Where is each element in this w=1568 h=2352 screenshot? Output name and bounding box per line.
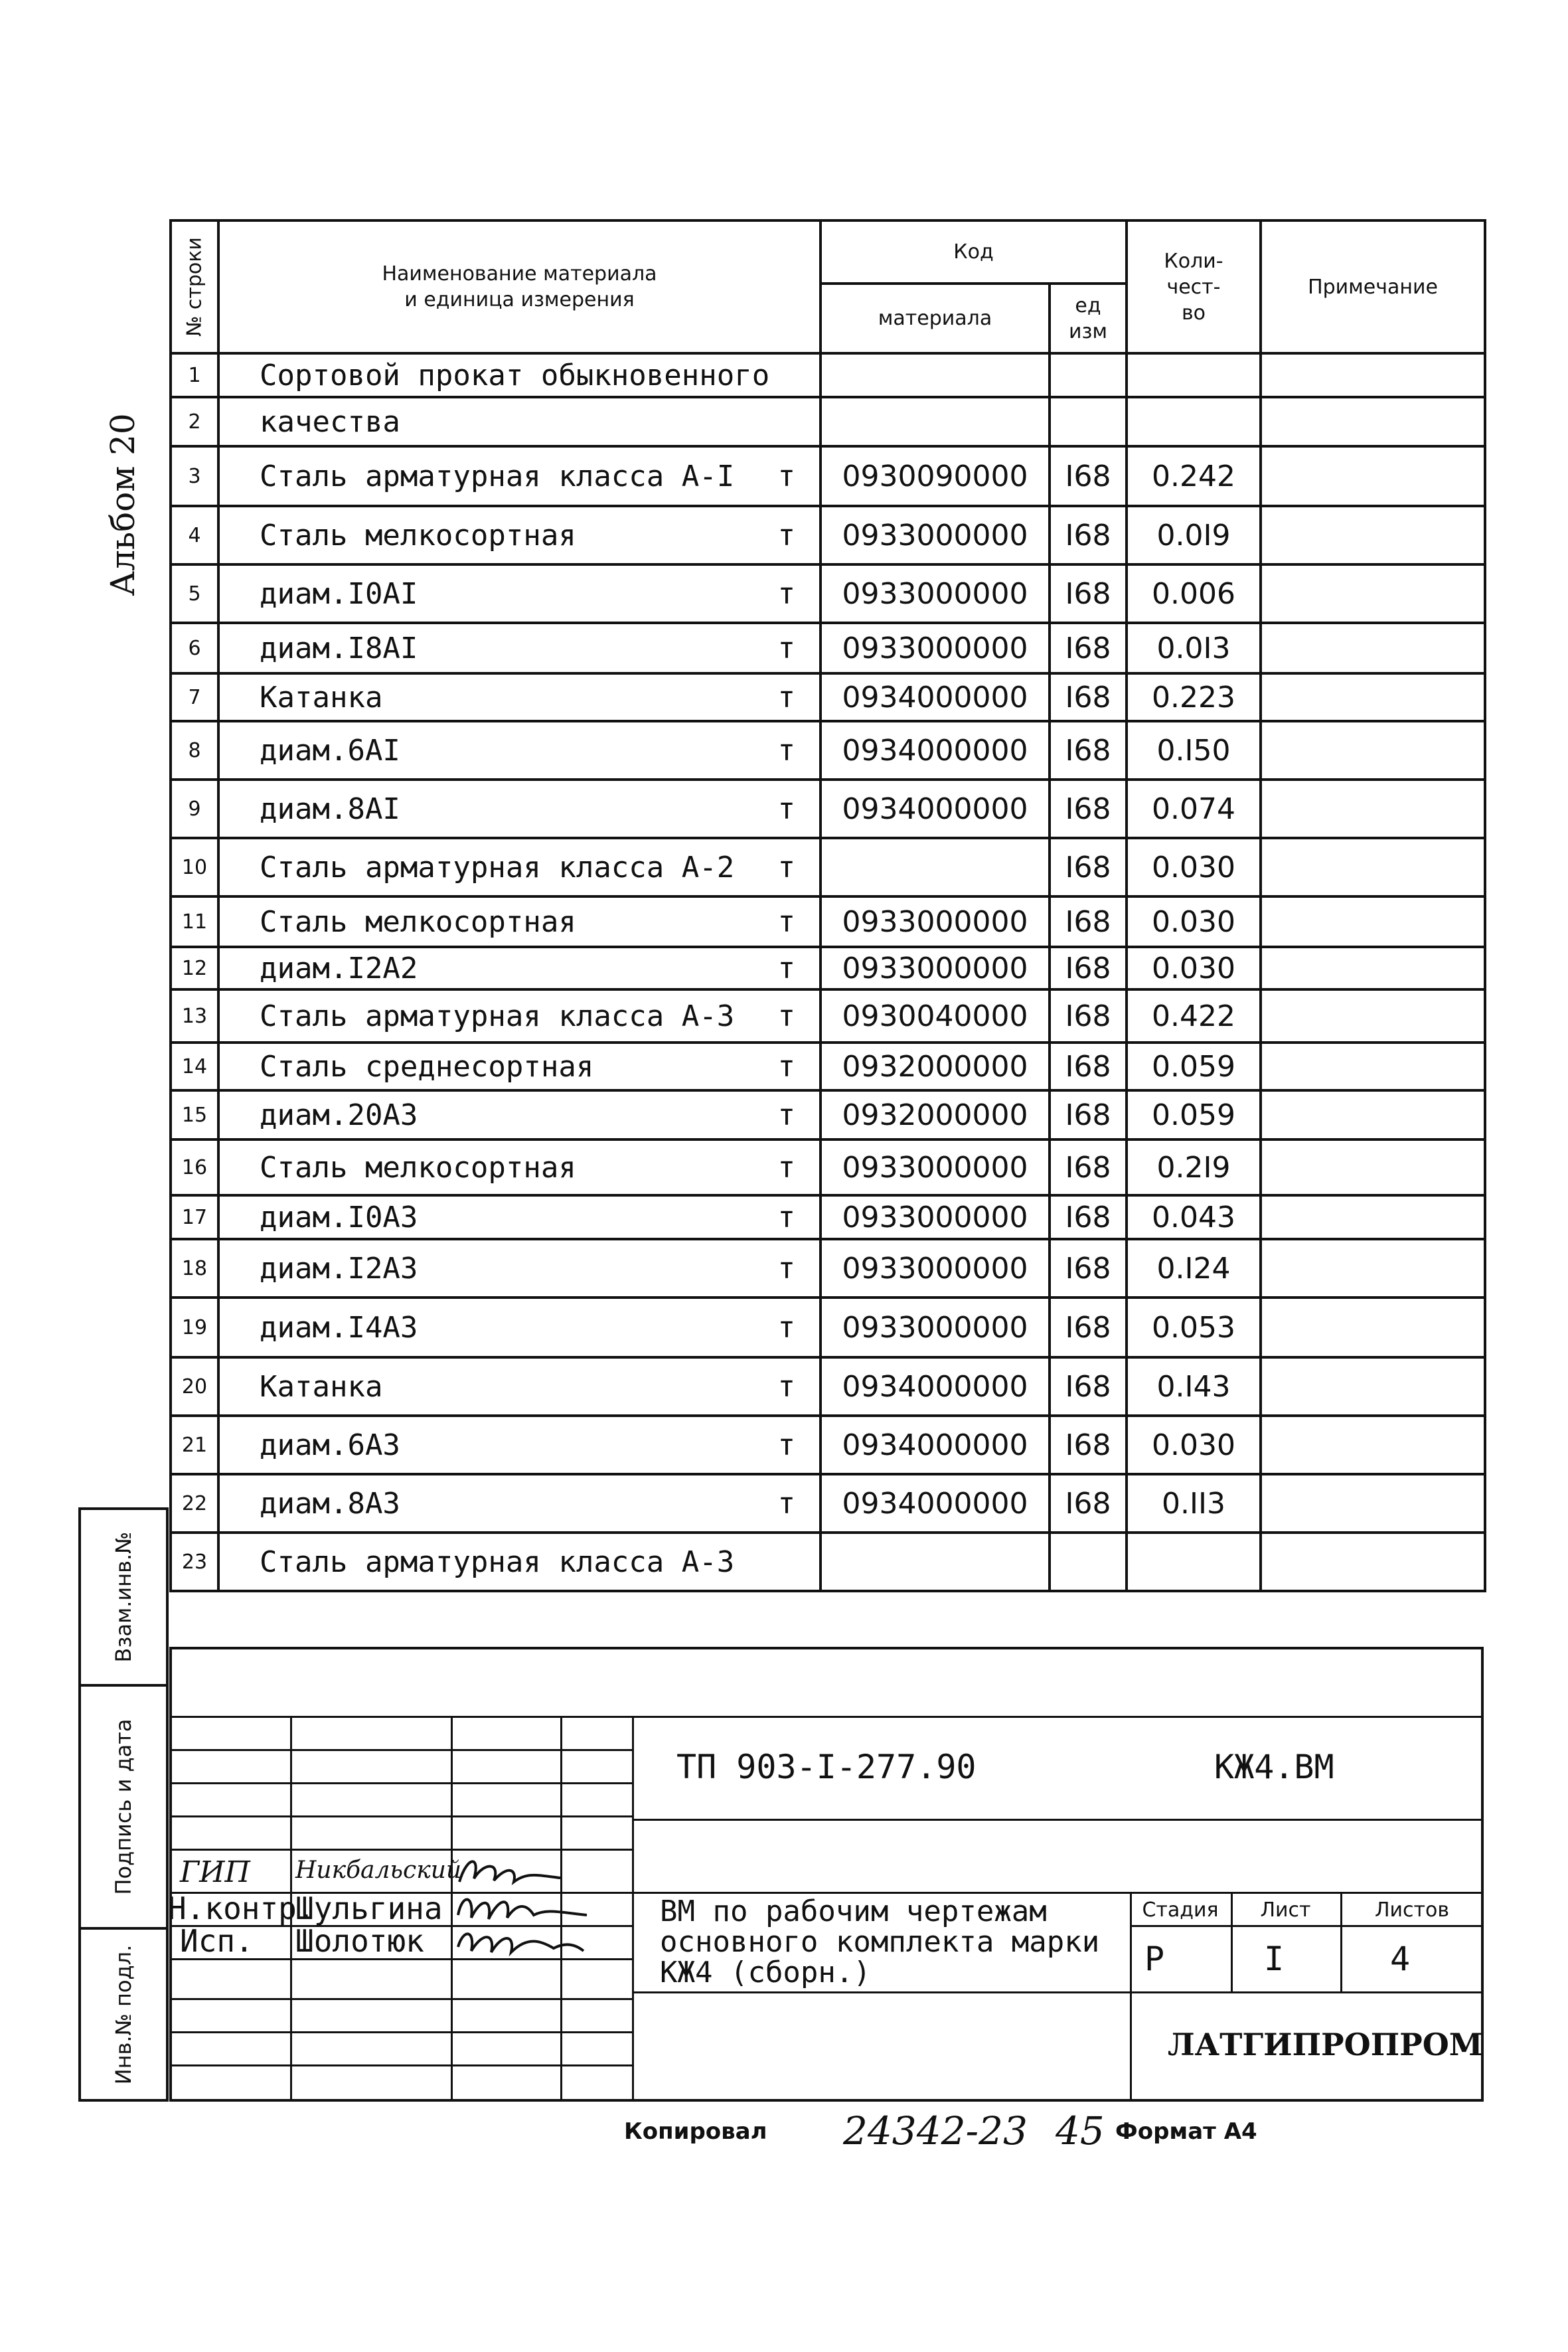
page-number: 45 bbox=[1056, 2108, 1105, 2153]
row-number: 4 bbox=[171, 506, 218, 564]
quantity: 0.242 bbox=[1127, 446, 1261, 506]
note bbox=[1261, 1533, 1485, 1591]
quantity: 0.030 bbox=[1127, 838, 1261, 896]
unit-letter: т bbox=[777, 1310, 795, 1345]
material-code: 0933000000 bbox=[821, 1239, 1050, 1298]
row-number: 22 bbox=[171, 1474, 218, 1533]
material-code: 0934000000 bbox=[821, 1416, 1050, 1474]
row-number: 16 bbox=[171, 1139, 218, 1195]
material-code: 0933000000 bbox=[821, 1195, 1050, 1239]
unit-code: I68 bbox=[1050, 1139, 1127, 1195]
unit-letter: т bbox=[777, 1200, 795, 1234]
table-row bbox=[171, 1090, 1485, 1139]
row-number: 23 bbox=[171, 1533, 218, 1591]
note bbox=[1261, 1474, 1485, 1533]
material-code: 0933000000 bbox=[821, 564, 1050, 623]
quantity: 0.030 bbox=[1127, 1416, 1261, 1474]
note bbox=[1261, 1239, 1485, 1298]
quantity: 0.053 bbox=[1127, 1298, 1261, 1357]
material-name: качества bbox=[218, 397, 821, 446]
material-name: диам.I2А2 т bbox=[218, 947, 821, 989]
unit-letter: т bbox=[777, 680, 795, 714]
row-number: 2 bbox=[171, 397, 218, 446]
note bbox=[1261, 721, 1485, 780]
unit-code: I68 bbox=[1050, 1474, 1127, 1533]
quantity: 0.I24 bbox=[1127, 1239, 1261, 1298]
material-code bbox=[821, 838, 1050, 896]
material-name: Катанка т bbox=[218, 1357, 821, 1416]
material-code: 0933000000 bbox=[821, 506, 1050, 564]
row-number: 13 bbox=[171, 989, 218, 1043]
quantity: 0.059 bbox=[1127, 1043, 1261, 1090]
note bbox=[1261, 838, 1485, 896]
unit-code: I68 bbox=[1050, 673, 1127, 721]
unit-code: I68 bbox=[1050, 721, 1127, 780]
sheets-label: Листов bbox=[1374, 1898, 1450, 1922]
row-number: 11 bbox=[171, 896, 218, 947]
note bbox=[1261, 1043, 1485, 1090]
table-row bbox=[171, 838, 1485, 896]
material-name: Сталь среднесортная т bbox=[218, 1043, 821, 1090]
qty-header: Коли- чест- во bbox=[1127, 220, 1261, 353]
row-number: 17 bbox=[171, 1195, 218, 1239]
quantity: 0.II3 bbox=[1127, 1474, 1261, 1533]
note bbox=[1261, 564, 1485, 623]
note bbox=[1261, 1090, 1485, 1139]
material-code: 0933000000 bbox=[821, 947, 1050, 989]
row-number: 12 bbox=[171, 947, 218, 989]
unit-code: I68 bbox=[1050, 1416, 1127, 1474]
title-block bbox=[169, 1647, 1484, 2102]
row-number: 14 bbox=[171, 1043, 218, 1090]
unit-letter: т bbox=[777, 1098, 795, 1132]
podpis-data-cell: Подпись и дата bbox=[78, 1684, 169, 1930]
quantity: 0.043 bbox=[1127, 1195, 1261, 1239]
note bbox=[1261, 1416, 1485, 1474]
material-code: 0930040000 bbox=[821, 989, 1050, 1043]
material-name: Сталь арматурная класса А-3 т bbox=[218, 989, 821, 1043]
unit-code: I68 bbox=[1050, 989, 1127, 1043]
quantity bbox=[1127, 397, 1261, 446]
signature-isp bbox=[454, 1923, 587, 1960]
role-gip: ГИП bbox=[180, 1855, 250, 1889]
note bbox=[1261, 896, 1485, 947]
material-name: диам.20А3 т bbox=[218, 1090, 821, 1139]
sheets-value: 4 bbox=[1390, 1940, 1411, 1978]
table-row bbox=[171, 1474, 1485, 1533]
material-code: 0933000000 bbox=[821, 623, 1050, 673]
doc-code: ТП 903-I-277.90 bbox=[676, 1748, 977, 1786]
table-row bbox=[171, 947, 1485, 989]
stage-label: Стадия bbox=[1142, 1898, 1219, 1922]
unit-letter: т bbox=[777, 518, 795, 552]
table-row bbox=[171, 1357, 1485, 1416]
material-name: диам.6АI т bbox=[218, 721, 821, 780]
unit-code: I68 bbox=[1050, 896, 1127, 947]
row-number: 1 bbox=[171, 353, 218, 397]
unit-letter: т bbox=[777, 1150, 795, 1185]
note bbox=[1261, 1195, 1485, 1239]
materials-table bbox=[169, 219, 1486, 1592]
unit-code: I68 bbox=[1050, 623, 1127, 673]
material-name: Сталь арматурная класса А-I т bbox=[218, 446, 821, 506]
table-row bbox=[171, 623, 1485, 673]
table-row bbox=[171, 1043, 1485, 1090]
table-row bbox=[171, 446, 1485, 506]
vzam-inv-cell: Взам.инв.№ bbox=[78, 1507, 169, 1687]
note bbox=[1261, 1357, 1485, 1416]
unit-code: I68 bbox=[1050, 1298, 1127, 1357]
unit-code bbox=[1050, 397, 1127, 446]
material-code: 0933000000 bbox=[821, 1298, 1050, 1357]
table-row bbox=[171, 673, 1485, 721]
material-name: Сталь арматурная класса А-2 т bbox=[218, 838, 821, 896]
inv-podl-cell: Инв.№ подл. bbox=[78, 1927, 169, 2102]
table-row bbox=[171, 564, 1485, 623]
quantity bbox=[1127, 1533, 1261, 1591]
quantity: 0.422 bbox=[1127, 989, 1261, 1043]
material-code: 0933000000 bbox=[821, 896, 1050, 947]
row-number: 19 bbox=[171, 1298, 218, 1357]
table-row bbox=[171, 353, 1485, 397]
unit-letter: т bbox=[777, 1251, 795, 1286]
unit-letter: т bbox=[777, 1428, 795, 1462]
material-code: 0933000000 bbox=[821, 1139, 1050, 1195]
name-nkontr: Шульгина bbox=[295, 1890, 443, 1926]
table-row bbox=[171, 896, 1485, 947]
stage-value: Р bbox=[1144, 1940, 1165, 1978]
quantity: 0.I43 bbox=[1127, 1357, 1261, 1416]
document-title: ВМ по рабочим чертежам основного комплекта марки КЖ4 (сборн.) bbox=[660, 1894, 1100, 1989]
unit-header: ед изм bbox=[1050, 284, 1127, 353]
note bbox=[1261, 947, 1485, 989]
name-gip: Никбальский bbox=[295, 1857, 462, 1884]
row-number: 15 bbox=[171, 1090, 218, 1139]
name-header: Наименование материала и единица измерения bbox=[218, 220, 821, 353]
material-name: Сталь мелкосортная т bbox=[218, 896, 821, 947]
unit-code: I68 bbox=[1050, 564, 1127, 623]
unit-letter: т bbox=[777, 1486, 795, 1521]
row-number: 6 bbox=[171, 623, 218, 673]
unit-code: I68 bbox=[1050, 506, 1127, 564]
table-row bbox=[171, 1195, 1485, 1239]
material-name: диам.I0АI т bbox=[218, 564, 821, 623]
table-row bbox=[171, 1239, 1485, 1298]
row-number: 5 bbox=[171, 564, 218, 623]
material-name: диам.I4А3 т bbox=[218, 1298, 821, 1357]
table-row bbox=[171, 397, 1485, 446]
table-row bbox=[171, 1416, 1485, 1474]
unit-code: I68 bbox=[1050, 1357, 1127, 1416]
material-name: диам.6А3 т bbox=[218, 1416, 821, 1474]
row-number-header: № строки bbox=[171, 220, 218, 353]
quantity: 0.030 bbox=[1127, 947, 1261, 989]
quantity: 0.074 bbox=[1127, 780, 1261, 838]
unit-code bbox=[1050, 353, 1127, 397]
material-code: 0934000000 bbox=[821, 673, 1050, 721]
note bbox=[1261, 673, 1485, 721]
note-header: Примечание bbox=[1261, 220, 1485, 353]
material-code: 0934000000 bbox=[821, 1357, 1050, 1416]
row-number: 21 bbox=[171, 1416, 218, 1474]
material-code: 0932000000 bbox=[821, 1043, 1050, 1090]
name-isp: Шолотюк bbox=[295, 1923, 424, 1959]
material-name: диам.I8АI т bbox=[218, 623, 821, 673]
table-row bbox=[171, 1139, 1485, 1195]
copy-number: 24342-23 bbox=[843, 2108, 1028, 2153]
row-number: 20 bbox=[171, 1357, 218, 1416]
material-code: 0930090000 bbox=[821, 446, 1050, 506]
note bbox=[1261, 446, 1485, 506]
material-name: диам.8АI т bbox=[218, 780, 821, 838]
unit-letter: т bbox=[777, 850, 795, 884]
format-label: Формат А4 bbox=[1115, 2118, 1257, 2145]
album-label: Альбом 20 bbox=[104, 413, 142, 596]
unit-code: I68 bbox=[1050, 1239, 1127, 1298]
sheet-value: I bbox=[1264, 1940, 1285, 1978]
material-name: Сортовой прокат обыкновенного bbox=[218, 353, 821, 397]
unit-code: I68 bbox=[1050, 1090, 1127, 1139]
table-row bbox=[171, 1533, 1485, 1591]
quantity: 0.030 bbox=[1127, 896, 1261, 947]
material-code-header: материала bbox=[821, 284, 1050, 353]
note bbox=[1261, 506, 1485, 564]
material-code bbox=[821, 353, 1050, 397]
quantity: 0.223 bbox=[1127, 673, 1261, 721]
row-number: 9 bbox=[171, 780, 218, 838]
material-name: диам.I2А3 т bbox=[218, 1239, 821, 1298]
row-number: 18 bbox=[171, 1239, 218, 1298]
table-row bbox=[171, 780, 1485, 838]
quantity: 0.0I3 bbox=[1127, 623, 1261, 673]
note bbox=[1261, 397, 1485, 446]
row-number: 3 bbox=[171, 446, 218, 506]
unit-code: I68 bbox=[1050, 780, 1127, 838]
unit-code bbox=[1050, 1533, 1127, 1591]
material-name: диам.I0А3 т bbox=[218, 1195, 821, 1239]
unit-letter: т bbox=[777, 951, 795, 985]
unit-letter: т bbox=[777, 733, 795, 768]
material-code: 0934000000 bbox=[821, 721, 1050, 780]
material-name: диам.8А3 т bbox=[218, 1474, 821, 1533]
note bbox=[1261, 623, 1485, 673]
note bbox=[1261, 1139, 1485, 1195]
material-code: 0934000000 bbox=[821, 780, 1050, 838]
row-number: 7 bbox=[171, 673, 218, 721]
table-row bbox=[171, 721, 1485, 780]
unit-letter: т bbox=[777, 1049, 795, 1084]
material-name: Катанка т bbox=[218, 673, 821, 721]
unit-letter: т bbox=[777, 1369, 795, 1404]
unit-code: I68 bbox=[1050, 1195, 1127, 1239]
unit-code: I68 bbox=[1050, 446, 1127, 506]
quantity: 0.0I9 bbox=[1127, 506, 1261, 564]
table-row bbox=[171, 989, 1485, 1043]
material-code bbox=[821, 397, 1050, 446]
row-number: 10 bbox=[171, 838, 218, 896]
organization: ЛАТГИПРОПРОМ bbox=[1168, 2027, 1483, 2062]
material-code bbox=[821, 1533, 1050, 1591]
unit-letter: т bbox=[777, 999, 795, 1033]
role-nkontr: Н.контр. bbox=[168, 1890, 315, 1926]
quantity: 0.006 bbox=[1127, 564, 1261, 623]
material-name: Сталь мелкосортная т bbox=[218, 506, 821, 564]
table-row bbox=[171, 1298, 1485, 1357]
quantity: 0.059 bbox=[1127, 1090, 1261, 1139]
signature-gip bbox=[454, 1849, 567, 1891]
quantity bbox=[1127, 353, 1261, 397]
code-header: Код bbox=[821, 220, 1127, 284]
unit-code: I68 bbox=[1050, 947, 1127, 989]
copied-label: Копировал bbox=[624, 2118, 767, 2145]
unit-code: I68 bbox=[1050, 1043, 1127, 1090]
unit-letter: т bbox=[777, 904, 795, 939]
doc-mark: КЖ4.ВМ bbox=[1214, 1748, 1334, 1786]
note bbox=[1261, 353, 1485, 397]
material-name: Сталь арматурная класса А-3 bbox=[218, 1533, 821, 1591]
quantity: 0.I50 bbox=[1127, 721, 1261, 780]
material-name: Сталь мелкосортная т bbox=[218, 1139, 821, 1195]
material-code: 0934000000 bbox=[821, 1474, 1050, 1533]
unit-letter: т bbox=[777, 631, 795, 665]
role-isp: Исп. bbox=[180, 1923, 254, 1959]
unit-letter: т bbox=[777, 576, 795, 611]
quantity: 0.2I9 bbox=[1127, 1139, 1261, 1195]
note bbox=[1261, 780, 1485, 838]
table-row bbox=[171, 506, 1485, 564]
signature-nkontr bbox=[454, 1889, 593, 1927]
unit-letter: т bbox=[777, 792, 795, 826]
note bbox=[1261, 1298, 1485, 1357]
sheet-label: Лист bbox=[1260, 1898, 1311, 1922]
note bbox=[1261, 989, 1485, 1043]
unit-letter: т bbox=[777, 459, 795, 493]
unit-code: I68 bbox=[1050, 838, 1127, 896]
material-code: 0932000000 bbox=[821, 1090, 1050, 1139]
row-number: 8 bbox=[171, 721, 218, 780]
